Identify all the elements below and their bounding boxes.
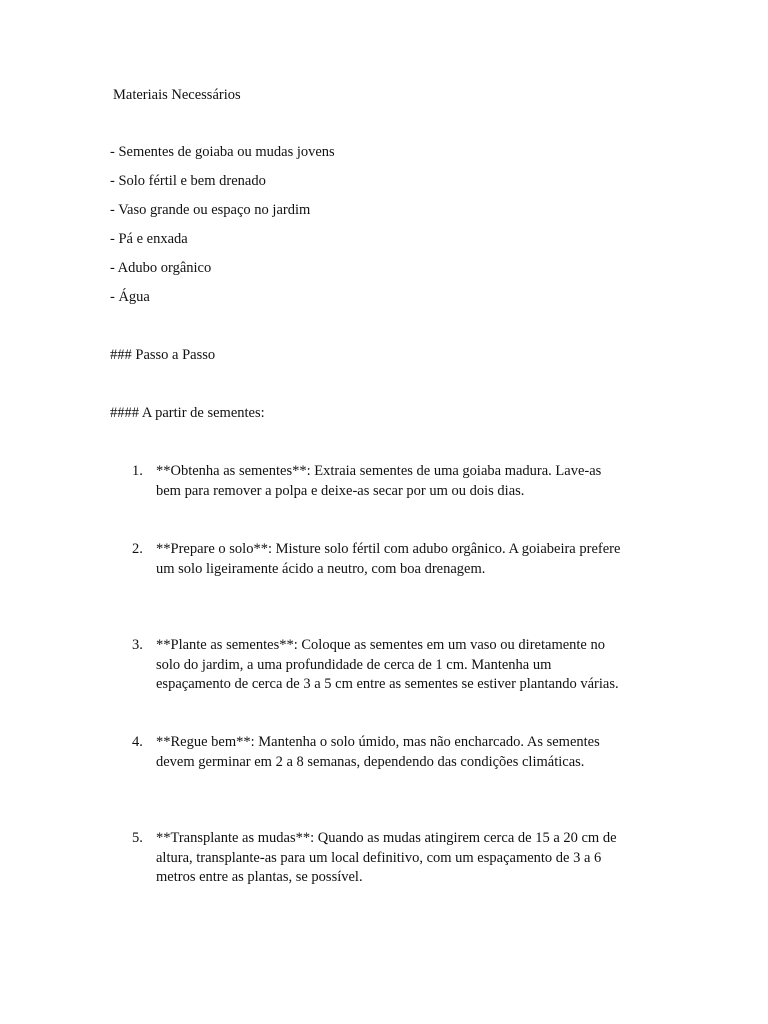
step-number: 5. [132, 830, 143, 846]
step-text [156, 540, 670, 579]
heading-seeds: #### A partir de sementes: [110, 405, 265, 421]
material-item: - Solo fértil e bem drenado [110, 173, 266, 189]
section-title: Materiais Necessários [113, 87, 241, 103]
step-line: **Transplante as mudas**: Quando as mudas atingirem cerca de 15 a 20 cm de [156, 830, 617, 846]
step-number: 4. [132, 734, 143, 750]
step-text [156, 829, 670, 888]
material-item: - Pá e enxada [110, 231, 188, 247]
step-line: altura, transplante-as para um local definitivo, com um espaçamento de 3 a 6 [156, 849, 602, 866]
step-line: um solo ligeiramente ácido a neutro, com boa drenagem. [156, 560, 486, 577]
material-item: - Vaso grande ou espaço no jardim [110, 202, 311, 218]
step-text [156, 636, 670, 695]
step-line: **Plante as sementes**: Coloque as sementes em um vaso ou diretamente no [156, 637, 605, 653]
material-item: - Adubo orgânico [110, 260, 212, 276]
step-line: devem germinar em 2 a 8 semanas, dependendo das condições climáticas. [156, 753, 585, 770]
step-number: 2. [132, 541, 143, 557]
step-number: 1. [132, 463, 143, 479]
step-line: espaçamento de cerca de 3 a 5 cm entre as sementes se estiver plantando várias. [156, 676, 619, 692]
step-line: **Prepare o solo**: Misture solo fértil com adubo orgânico. A goiabeira prefere [156, 541, 621, 557]
step-line: bem para remover a polpa e deixe-as secar por um ou dois dias. [156, 482, 525, 499]
step-line: **Regue bem**: Mantenha o solo úmido, mas não encharcado. As sementes [156, 734, 600, 750]
step-number: 3. [132, 637, 143, 653]
material-item: - Água [110, 289, 150, 305]
heading-steps: ### Passo a Passo [110, 347, 216, 363]
material-item: - Sementes de goiaba ou mudas jovens [110, 144, 335, 160]
step-text [156, 733, 670, 772]
step-line: solo do jardim, a uma profundidade de cerca de 1 cm. Mantenha um [156, 656, 552, 673]
step-line: metros entre as plantas, se possível. [156, 869, 363, 885]
step-line: **Obtenha as sementes**: Extraia sementes de uma goiaba madura. Lave-as [156, 463, 602, 479]
step-text [156, 462, 670, 501]
